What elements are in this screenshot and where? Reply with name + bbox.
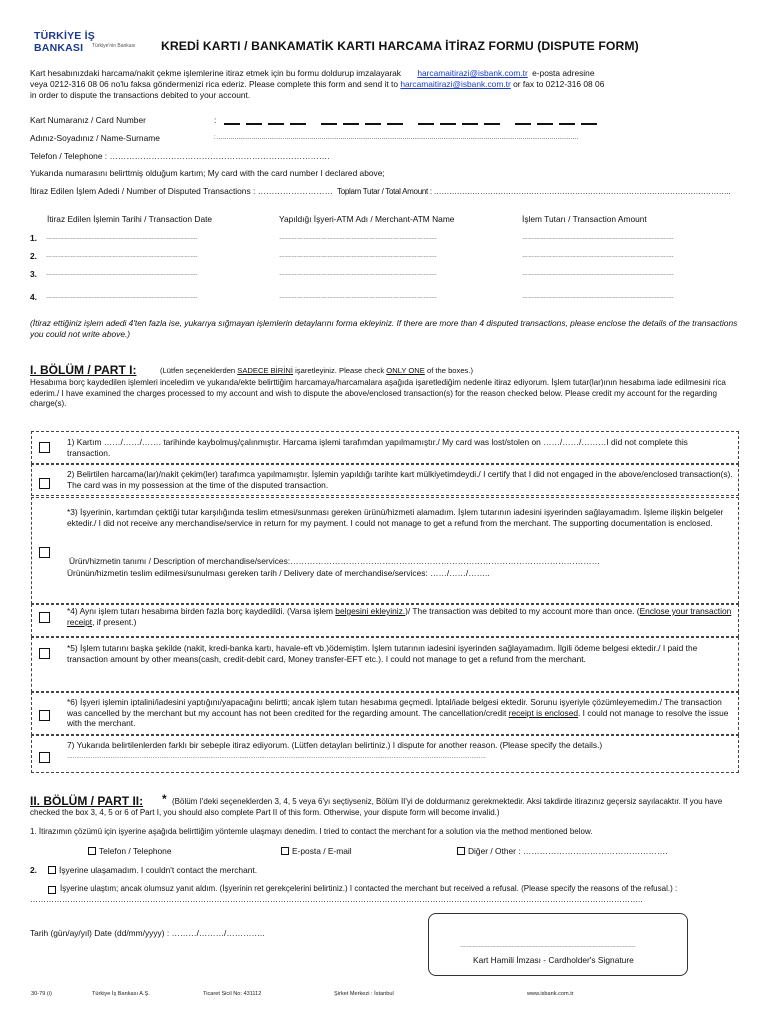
part1-heading-text: I. BÖLÜM / PART I: bbox=[30, 363, 137, 377]
row-number: 2. bbox=[30, 251, 37, 261]
amount-fill[interactable]: …………………………………………………………………. bbox=[522, 294, 674, 300]
part1-instr-c: of the boxes.) bbox=[426, 366, 473, 375]
opt6-a: *6) İşyeri işlemin iptalini/iadesini yaptığını/yapacağını belirtti; ancak işlem tutarı hesabıma geçmedi. İptal/iade belgesi ektedir. Sorunu işyeriyle çözümleyemedim./ The transaction was cancelled by the merchant but my account has not been credited for the regarding amount. The cancellation/credit bbox=[67, 697, 722, 718]
footer-company: Türkiye İş Bankası A.Ş. bbox=[92, 991, 150, 997]
option-3-delivery-field[interactable]: Ürünün/hizmetin teslim edilmesi/sunulması gereken tarih / Delivery date of merchandise/services: ……/……/…….. bbox=[67, 568, 490, 578]
date-fill[interactable]: …………………………………………………………………. bbox=[46, 294, 198, 300]
date-field[interactable]: Tarih (gün/ay/yıl) Date (dd/mm/yyyy) : ………/………/………….. bbox=[30, 928, 265, 938]
part1-instruction bbox=[160, 365, 473, 376]
option-6-text bbox=[67, 697, 733, 729]
email-checkbox[interactable] bbox=[281, 847, 289, 855]
intro-text-2b: or fax to 0212-316 08 06 bbox=[513, 79, 605, 89]
card-number-field[interactable] bbox=[224, 116, 604, 128]
option-3-text: *3) İşyerinin, kartımdan çektiği tutar karşılığında teslim etmesi/sunması gereken ürünü/hizmeti alamadım. İşlem tutarının iadesini işyerinden sağlayamadım. İşleme ilişkin belgeler ektedir./ I did not receive any merchandise/service in return for my payment. I could not manage to get a refund from the merchant. The supporting documentation is enclosed. bbox=[67, 507, 724, 528]
date-fill[interactable]: …………………………………………………………………. bbox=[46, 253, 198, 259]
part1-instr-a: (Lütfen seçeneklerden bbox=[160, 366, 236, 375]
name-label: Adınız-Soyadınız / Name-Surname bbox=[30, 133, 160, 143]
method-email[interactable] bbox=[281, 846, 352, 857]
col-date-header: İtiraz Edilen İşlemin Tarihi / Transaction Date bbox=[47, 214, 213, 224]
intro-text-2: veya 0212-316 08 06 no'lu faksa göndermenizi rica ederiz. Please complete this form and send it to bbox=[30, 79, 398, 89]
footer-website[interactable]: www.isbank.com.tr bbox=[527, 991, 574, 997]
amount-fill[interactable]: …………………………………………………………………. bbox=[522, 271, 674, 277]
method-phone[interactable] bbox=[88, 846, 171, 857]
option-1-checkbox[interactable] bbox=[39, 442, 50, 453]
date-fill[interactable]: …………………………………………………………………. bbox=[46, 271, 198, 277]
option-3-product-field[interactable]: Ürün/hizmetin tanımı / Description of merchandise/services:………………………………………………………………………………………………… bbox=[69, 556, 600, 566]
q2b-text: İşyerine ulaştım; ancak olumsuz yanıt aldım. (İşyerinin ret gerekçelerini belirtiniz.) I contacted the merchant but received a refusal. (Please specify the reasons of the refusal.) : ………………………………………………………………………………………………………………………………………………………………………………………………………….. bbox=[30, 884, 678, 904]
signature-label: Kart Hamili İmzası - Cardholder's Signature bbox=[473, 955, 634, 965]
option-5-checkbox[interactable] bbox=[39, 648, 50, 659]
amount-fill[interactable]: …………………………………………………………………. bbox=[522, 235, 674, 241]
declare-text: Yukarıda numarasını belirttmiş olduğum kartım; My card with the card number I declared above; bbox=[30, 168, 385, 178]
row-number: 1. bbox=[30, 233, 37, 243]
option-4-checkbox[interactable] bbox=[39, 612, 50, 623]
merchant-fill[interactable]: ……………………………………………………………………. bbox=[279, 253, 437, 259]
amount-fill[interactable]: …………………………………………………………………. bbox=[522, 253, 674, 259]
method-phone-label: Telefon / Telephone bbox=[99, 846, 172, 856]
part2-star: * bbox=[162, 792, 167, 806]
q2-number: 2. bbox=[30, 865, 37, 875]
option-4-text bbox=[67, 606, 733, 627]
phone-field[interactable]: Telefon / Telephone : ……………………………………………………………………. bbox=[30, 151, 330, 161]
option-2-checkbox[interactable] bbox=[39, 478, 50, 489]
opt4-c: , if present.) bbox=[92, 616, 137, 627]
option-6-checkbox[interactable] bbox=[39, 710, 50, 721]
merchant-fill[interactable]: ……………………………………………………………………. bbox=[279, 235, 437, 241]
date-fill[interactable]: …………………………………………………………………. bbox=[46, 235, 198, 241]
part2-instruction: (Bölüm I'deki seçeneklerden 3, 4, 5 veya 6'yı seçtiyseniz, Bölüm II'yi de doldurmanız gerekmektedir. Aksi takdirde itirazınız geçersiz sayılacaktır. If you have checked the box 3, 4, 5 or 6 of Part I, you should also complete Part II of this form. Otherwise, your dispute form will become invalid.) bbox=[30, 797, 723, 817]
bank-logo-tagline: Türkiye'nin Bankası bbox=[92, 43, 136, 49]
bank-logo-name: TÜRKİYE İŞ BANKASI bbox=[34, 30, 95, 54]
count-field[interactable]: İtiraz Edilen İşlem Adedi / Number of Disputed Transactions : ……………………… bbox=[30, 186, 333, 196]
form-title: KREDİ KARTI / BANKAMATİK KARTI HARCAMA İTİRAZ FORMU (DISPUTE FORM) bbox=[161, 39, 639, 53]
card-number-colon: : bbox=[214, 115, 217, 125]
q2-option-a[interactable] bbox=[48, 865, 257, 876]
name-field[interactable]: : ……………………………………………………………………………………………………………………………………………………………………. bbox=[214, 135, 579, 141]
q2a-checkbox[interactable] bbox=[48, 866, 56, 874]
option-7-checkbox[interactable] bbox=[39, 752, 50, 763]
col-merchant-header: Yapıldığı İşyeri-ATM Adı / Merchant-ATM Name bbox=[279, 214, 455, 224]
opt6-b: . I could not manage to resolve the issue with the merchant. bbox=[67, 707, 729, 728]
q1-text: 1. İtirazımın çözümü için işyerine aşağıda belirttiğim yöntemle ulaşmayı denedim. I tried to contact the merchant for a solution via the method mentioned below. bbox=[30, 827, 593, 836]
part1-instr-u2: ONLY ONE bbox=[386, 366, 425, 375]
footer-form-code: 30-79 (i) bbox=[31, 991, 52, 997]
method-email-label: E-posta / E-mail bbox=[292, 846, 352, 856]
intro-line-2 bbox=[30, 79, 604, 90]
option-7-text: 7) Yukarıda belirtilenlerden farklı bir sebeple itiraz ediyorum. (Lütfen detayları belirtiniz.) I dispute for another reason. (Please specify the details.) bbox=[67, 740, 603, 750]
footer-headquarters: Şirket Merkezi : İstanbul bbox=[334, 991, 394, 997]
opt4-u: belgesini ekleyiniz. bbox=[335, 606, 406, 616]
more-transactions-note: (İtiraz ettiğiniz işlem adedi 4'ten fazla ise, yukarıya sığmayan işlemlerin detaylarını forma ekleyiniz. If there are more than 4 disputed transactions, please enclose the details of the transactions you could not write above.) bbox=[30, 318, 738, 339]
option-7-details-field[interactable]: …………………………………………………………………………………………………………………………………………………………………………………………………………… bbox=[67, 754, 486, 760]
merchant-fill[interactable]: ……………………………………………………………………. bbox=[279, 294, 437, 300]
signature-line: ……………………………………………………………………………. bbox=[460, 943, 636, 949]
intro-text-1b: e-posta adresine bbox=[532, 68, 595, 78]
email-link[interactable]: harcamaitirazi@isbank.com.tr bbox=[417, 68, 528, 78]
method-other-label: Diğer / Other : ……………………………………………. bbox=[468, 846, 668, 856]
option-1-text: 1) Kartım ……/……/……. tarihinde kaybolmuş/çalınmıştır. Harcama işlemi tarafımdan yapılmamıştır./ My card was lost/stolen on ……/……/………I did not complete this transaction. bbox=[67, 437, 688, 458]
row-number: 4. bbox=[30, 292, 37, 302]
merchant-fill[interactable]: ……………………………………………………………………. bbox=[279, 271, 437, 277]
col-amount-header: İşlem Tutarı / Transaction Amount bbox=[522, 214, 647, 224]
part1-body: Hesabıma borç kaydedilen işlemleri inceledim ve yukarıda/ekte belirttiğim harcamaya/harcamalara aşağıda işaretlediğim nedenle itiraz ediyorum. İşlem tutar(lar)ının hesabıma iade edilmesini rica ederim./ I have examined the charges processed to my account and wish to dispute the above/enclosed transaction(s) for the reason checked below. Please credit my account for the regarding charge(s). bbox=[30, 378, 726, 408]
part1-instr-u1: SADECE BİRİNİ bbox=[237, 366, 293, 375]
footer-registry: Ticaret Sicil No: 431112 bbox=[203, 991, 262, 997]
part2-heading-text: II. BÖLÜM / PART II: bbox=[30, 794, 144, 808]
total-field[interactable]: Toplam Tutar / Total Amount : …………………………………………………………………………………………………….. bbox=[337, 187, 731, 196]
option-3-checkbox[interactable] bbox=[39, 547, 50, 558]
bank-logo bbox=[34, 26, 144, 52]
part1-instr-b: işaretleyiniz. Please check bbox=[295, 366, 385, 375]
option-2-text: 2) Belirtilen harcama(lar)/nakit çekim(ler) tarafımca yapılmamıştır. İşlemin yapıldığı tarihte kart mülkiyetimdeydi./ I certify that I did not engaged in the above/enclosed transaction(s). The card was in my possession at the time of the disputed transaction. bbox=[67, 469, 733, 490]
phone-checkbox[interactable] bbox=[88, 847, 96, 855]
email-link-2[interactable]: harcamaitirazi@isbank.com.tr bbox=[400, 79, 511, 89]
intro-text-1: Kart hesabınızdaki harcama/nakit çekme işlemlerine itiraz etmek için bu formu doldurup imzalayarak bbox=[30, 68, 401, 78]
row-number: 3. bbox=[30, 269, 37, 279]
opt6-u: receipt is enclosed bbox=[508, 707, 579, 718]
intro-line-1 bbox=[30, 68, 594, 79]
intro-line-3: in order to dispute the transactions debited to your account. bbox=[30, 90, 251, 100]
opt4-a: *4) Aynı işlem tutarı hesabıma birden fazla borç kaydedildi. (Varsa işlem bbox=[67, 606, 333, 616]
option-5-text: *5) İşlem tutarını başka şekilde (nakit, kredi-banka kartı, havale-eft vb.)ödemiştim. İşlem tutarının iadesini işyerinden sağlayamadım. İlgili ödeme belgesi ektedir./ I paid the transaction amount by other means(cash, credit-debit card, Money transfer-EFT etc.). I could not manage to get a refund from the merchant. bbox=[67, 643, 698, 664]
other-checkbox[interactable] bbox=[457, 847, 465, 855]
opt4-u2: Enclose your transaction receipt bbox=[67, 606, 732, 627]
card-number-label: Kart Numaranız / Card Number bbox=[30, 115, 146, 125]
part1-heading bbox=[30, 363, 136, 377]
opt4-b: )/ The transaction was debited to my account more than once. ( bbox=[405, 606, 640, 616]
method-other[interactable] bbox=[457, 846, 668, 857]
q2a-label: İşyerine ulaşamadım. I couldn't contact the merchant. bbox=[59, 865, 258, 875]
